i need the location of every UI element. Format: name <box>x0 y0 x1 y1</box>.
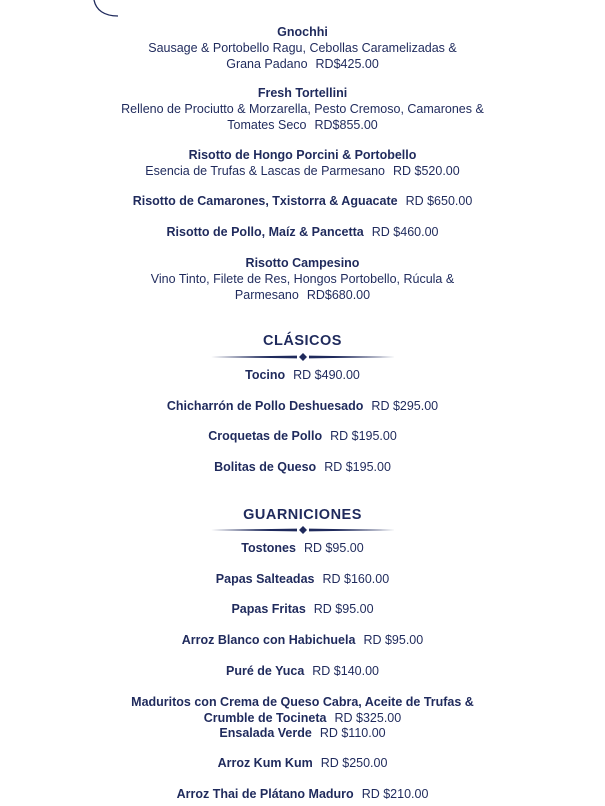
divider-ornament-icon <box>211 525 395 535</box>
corner-decoration-icon <box>86 0 126 22</box>
item-price: RD $95.00 <box>313 602 374 616</box>
item-price: RD $250.00 <box>320 756 388 770</box>
list-item <box>0 540 605 556</box>
item-name: Fresh Tortellini <box>257 86 348 100</box>
list-item <box>0 755 605 771</box>
item-name: Tostones <box>241 541 296 555</box>
section-title-guarniciones: GUARNICIONES <box>243 507 362 523</box>
list-item <box>0 786 605 802</box>
item-name: Arroz Thai de Plátano Maduro <box>176 787 354 801</box>
item-description: Tomates Seco <box>227 118 307 132</box>
item-price: RD $140.00 <box>312 664 379 678</box>
section-title-clasicos: CLÁSICOS <box>263 333 342 349</box>
list-item <box>0 428 605 444</box>
item-description: Esencia de Trufas & Lascas de Parmesano <box>145 164 385 178</box>
item-price: RD $650.00 <box>405 194 473 208</box>
list-item <box>0 663 605 679</box>
item-price: RD $325.00 <box>334 711 402 725</box>
list-item <box>0 398 605 414</box>
list-item <box>0 367 605 383</box>
item-description: Parmesano <box>234 288 299 302</box>
list-item <box>0 147 605 179</box>
item-price: RD $95.00 <box>363 633 424 647</box>
item-name: Maduritos con Crema de Queso Cabra, Aceite de Trufas & <box>131 695 474 709</box>
item-name: Arroz Blanco con Habichuela <box>181 633 356 647</box>
item-description: Grana Padano <box>226 57 308 71</box>
item-description: Vino Tinto, Filete de Res, Hongos Portobello, Rúcula & <box>150 272 455 286</box>
item-name: Croquetas de Pollo <box>208 429 323 443</box>
item-name: Ensalada Verde <box>219 726 312 740</box>
item-name: Risotto de Pollo, Maíz & Pancetta <box>166 225 364 239</box>
item-price: RD $460.00 <box>371 225 439 239</box>
item-price: RD $490.00 <box>293 368 360 382</box>
list-item <box>0 24 605 72</box>
list-item <box>0 601 605 617</box>
list-item <box>0 694 605 726</box>
item-price: RD$855.00 <box>314 118 378 132</box>
list-item <box>0 255 605 303</box>
item-description: Sausage & Portobello Ragu, Cebollas Caramelizadas & <box>148 41 457 55</box>
item-price: RD $520.00 <box>393 164 460 178</box>
item-name: Arroz Kum Kum <box>217 756 313 770</box>
item-name: Papas Salteadas <box>215 572 315 586</box>
list-item <box>0 85 605 133</box>
item-name: Bolitas de Queso <box>214 460 317 474</box>
item-name: Risotto de Hongo Porcini & Portobello <box>188 148 417 162</box>
list-item <box>0 459 605 475</box>
item-name: Puré de Yuca <box>225 664 305 678</box>
list-item <box>0 725 605 741</box>
item-price: RD$680.00 <box>306 288 371 302</box>
item-name: Risotto Campesino <box>245 256 360 270</box>
item-price: RD $160.00 <box>322 572 390 586</box>
item-price: RD $295.00 <box>371 399 439 413</box>
item-name: Risotto de Camarones, Txistorra & Aguacate <box>132 194 398 208</box>
list-item <box>0 224 605 240</box>
item-price: RD $195.00 <box>324 460 391 474</box>
item-price: RD $95.00 <box>303 541 364 555</box>
item-name: Papas Fritas <box>231 602 306 616</box>
item-name: Chicharrón de Pollo Deshuesado <box>166 399 364 413</box>
item-price: RD$425.00 <box>315 57 379 71</box>
item-price: RD $210.00 <box>361 787 429 801</box>
list-item <box>0 571 605 587</box>
item-name-continued: Crumble de Tocineta <box>203 711 327 725</box>
divider-ornament-icon <box>211 352 395 362</box>
item-description: Relleno de Prociutto & Morzarella, Pesto Cremoso, Camarones & <box>121 102 484 116</box>
list-item <box>0 193 605 209</box>
item-name: Gnochhi <box>277 25 328 39</box>
item-price: RD $110.00 <box>319 726 386 740</box>
list-item <box>0 632 605 648</box>
item-price: RD $195.00 <box>330 429 397 443</box>
item-name: Tocino <box>245 368 286 382</box>
